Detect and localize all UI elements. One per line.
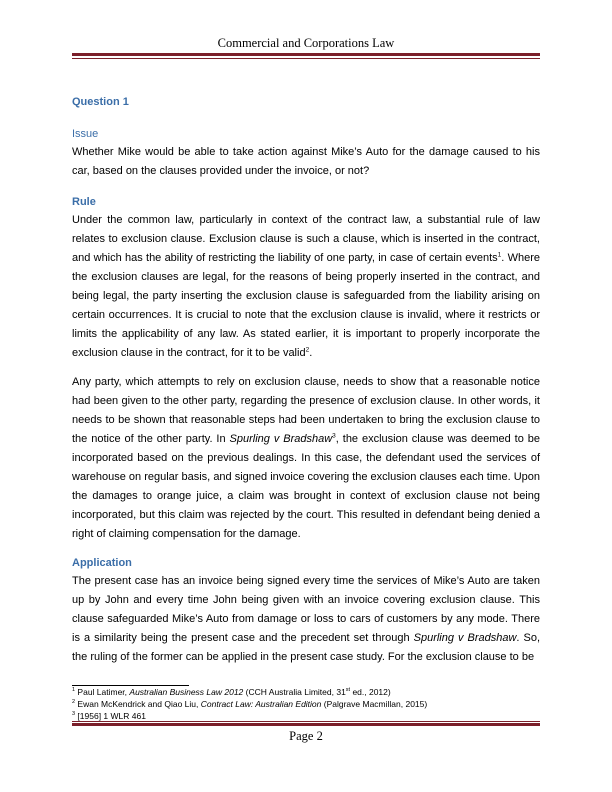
running-header: Commercial and Corporations Law <box>217 36 395 50</box>
header-rule-thin <box>72 58 540 59</box>
rule-paragraph-1: Under the common law, particularly in context of the contract law, a substantial rule of law relates to exclusion clause. Exclusion clause is such a clause, which is inserted in the contract, and which has the ability of restricting the liability of one party, in case of certain events$^1$. Where the exclusion clauses are legal, for the reasons of being properly inserted in the contract, and being legal, the party inserting the exclusion clause is safeguarded from the liability arising on certain occurrences. It is crucial to note that the exclusion clause is invalid, where it restricts or limits the applicability of any law. As stated earlier, it is important to properly incorporate the exclusion clause in the contract, for it to be valid$^2$. <box>72 214 541 359</box>
footnote-ref-1[interactable]: 1 <box>497 251 502 259</box>
issue-heading: Issue <box>72 128 99 140</box>
footnote-3: $^3$ [1956] 1 WLR 461 <box>72 711 146 721</box>
case-name: Spurling v Bradshaw <box>413 632 517 644</box>
rule-paragraph-2: Any party, which attempts to rely on exclusion clause, needs to show that a reasonable notice had been given to the other party, regarding the presence of exclusion clause. In other words, it needs to be shown that reasonable steps had been undertaken to bring the exclusion clause to the notice of the other party. In Spurling v Bradshaw$^3$, the exclusion clause was deemed to be incorporated based on the previous dealings. In this case, the defendant used the services of warehouse on regular basis, and signed invoice covering the exclusion clauses each time. Upon the damages to orange juice, a claim was brought in context of exclusion clause not being incorporated, but this claim was rejected by the court. This resulted in defendant being denied a right of claiming compensation for the damage. <box>72 376 540 540</box>
footer-rule-thick <box>72 723 540 726</box>
footnote-ref-2[interactable]: 2 <box>305 346 310 354</box>
footnotes <box>72 686 540 722</box>
footer-rule-thin <box>72 721 540 722</box>
issue-paragraph: Whether Mike would be able to take action against Mike’s Auto for the damage caused to his car, based on the clauses provided under the invoice, or not? <box>72 146 540 177</box>
footnote-ref-3[interactable]: 3 <box>332 432 336 440</box>
application-heading: Application <box>72 557 132 569</box>
case-name: Spurling v Bradshaw <box>229 433 333 445</box>
question-heading: Question 1 <box>72 96 129 108</box>
header-rule-thick <box>72 53 540 56</box>
page-number: Page 2 <box>289 729 323 743</box>
rule-heading: Rule <box>72 196 96 208</box>
footnote-1: $^1$ Paul Latimer, Australian Business Law 2012 (CCH Australia Limited, 31st ed., 2012) <box>72 687 391 697</box>
body-content <box>72 92 540 667</box>
application-paragraph: The present case has an invoice being signed every time the services of Mike’s Auto are taken up by John and every time John being given with an invoice covering exclusion clause. This clause safeguarded Mike’s Auto from damage or loss to cars of customers by any mode. There is a similarity being the present case and the precedent set through Spurling v Bradshaw. So, the ruling of the former can be applied in the present case study. For the exclusion clause to be <box>72 575 540 663</box>
footnote-2: $^2$ Ewan McKendrick and Qiao Liu, Contract Law: Australian Edition (Palgrave Macmillan, 2015) <box>72 699 428 709</box>
